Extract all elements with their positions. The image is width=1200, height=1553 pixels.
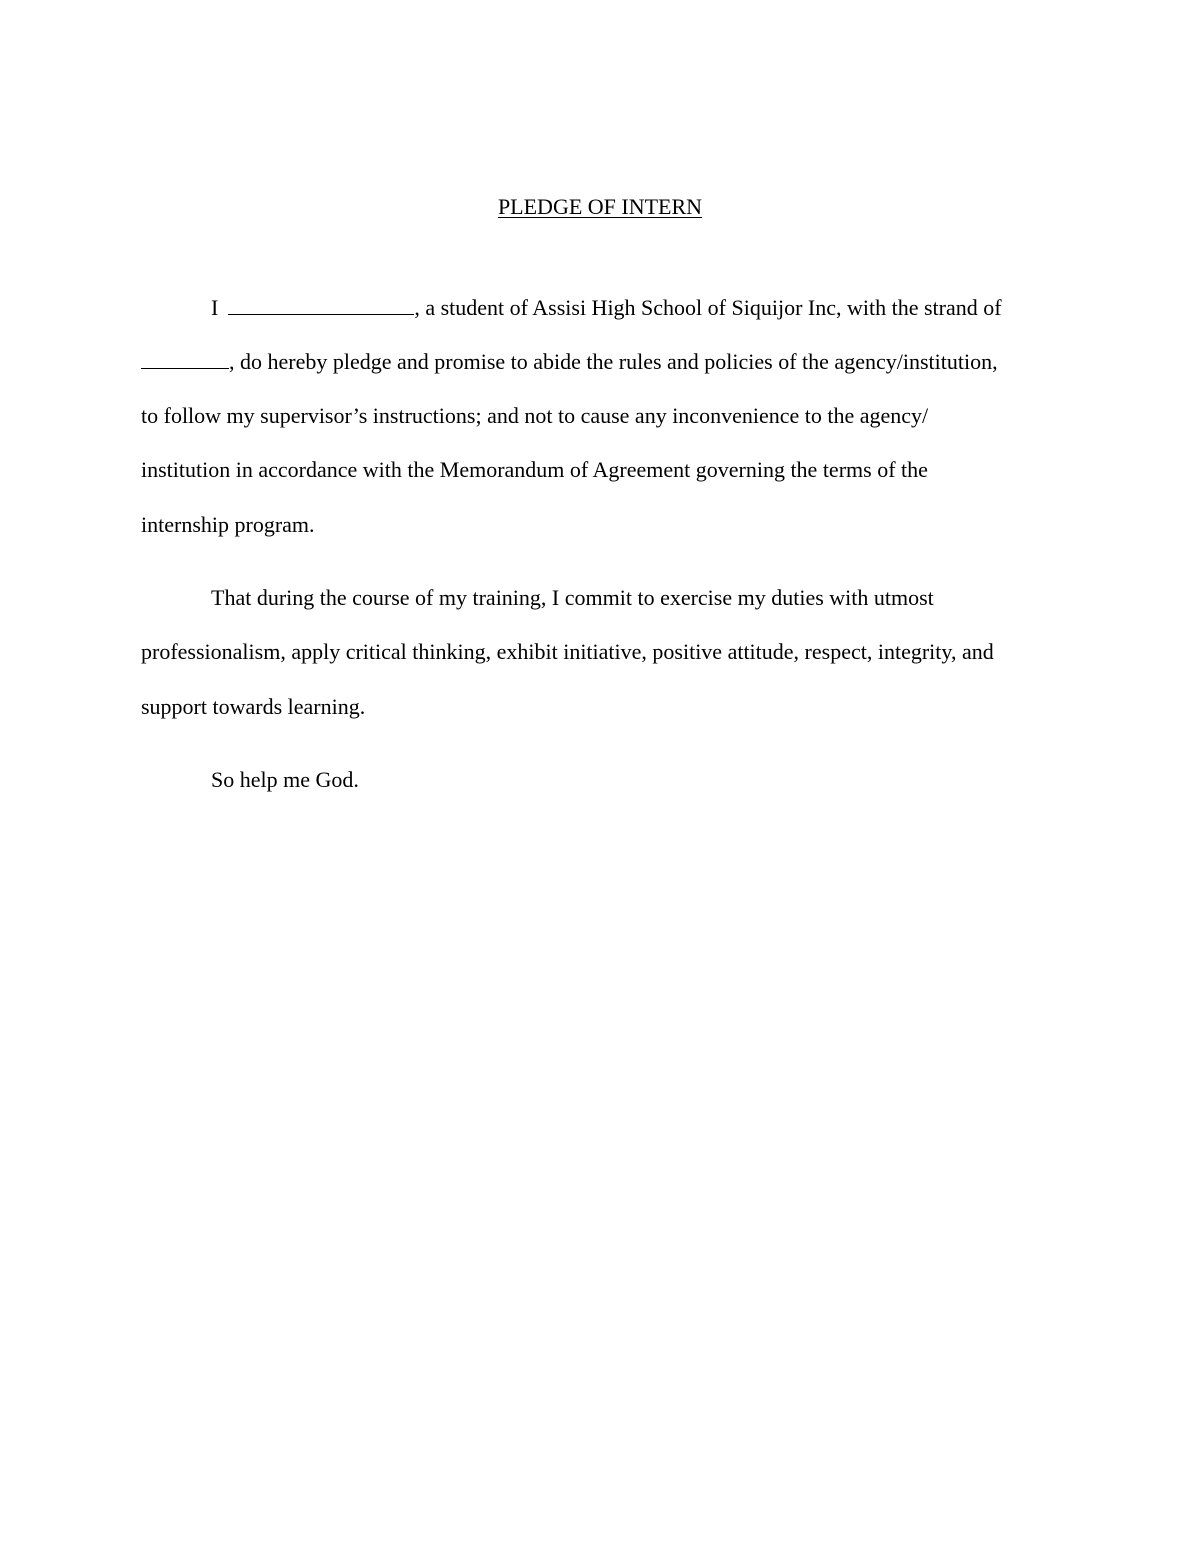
paragraph-1-line-1-text: , a student of Assisi High School of Siquijor Inc, with the strand of — [414, 295, 1002, 320]
paragraph-1-line-3: to follow my supervisor’s instructions; and not to cause any inconvenience to the agency/ — [141, 403, 929, 428]
paragraph-2-line-1: That during the course of my training, I commit to exercise my duties with utmost — [211, 585, 934, 610]
document-title: PLEDGE OF INTERN — [497, 194, 703, 219]
paragraph-2-line-3: support towards learning. — [141, 694, 366, 719]
name-blank-field[interactable] — [228, 294, 414, 315]
paragraph-1-line-4: institution in accordance with the Memorandum of Agreement governing the terms of the — [141, 457, 928, 482]
strand-blank-field[interactable] — [141, 348, 229, 369]
closing-line: So help me God. — [211, 767, 359, 792]
paragraph-2-line-2: professionalism, apply critical thinking, exhibit initiative, positive attitude, respect, integrity, and — [141, 639, 994, 664]
pledge-pronoun: I — [211, 295, 219, 320]
paragraph-1-line-2 — [141, 347, 998, 377]
paragraph-1-line-5: internship program. — [141, 512, 315, 537]
paragraph-1-line-1 — [211, 293, 1002, 323]
paragraph-1-line-2-text: , do hereby pledge and promise to abide the rules and policies of the agency/institution, — [229, 349, 998, 374]
